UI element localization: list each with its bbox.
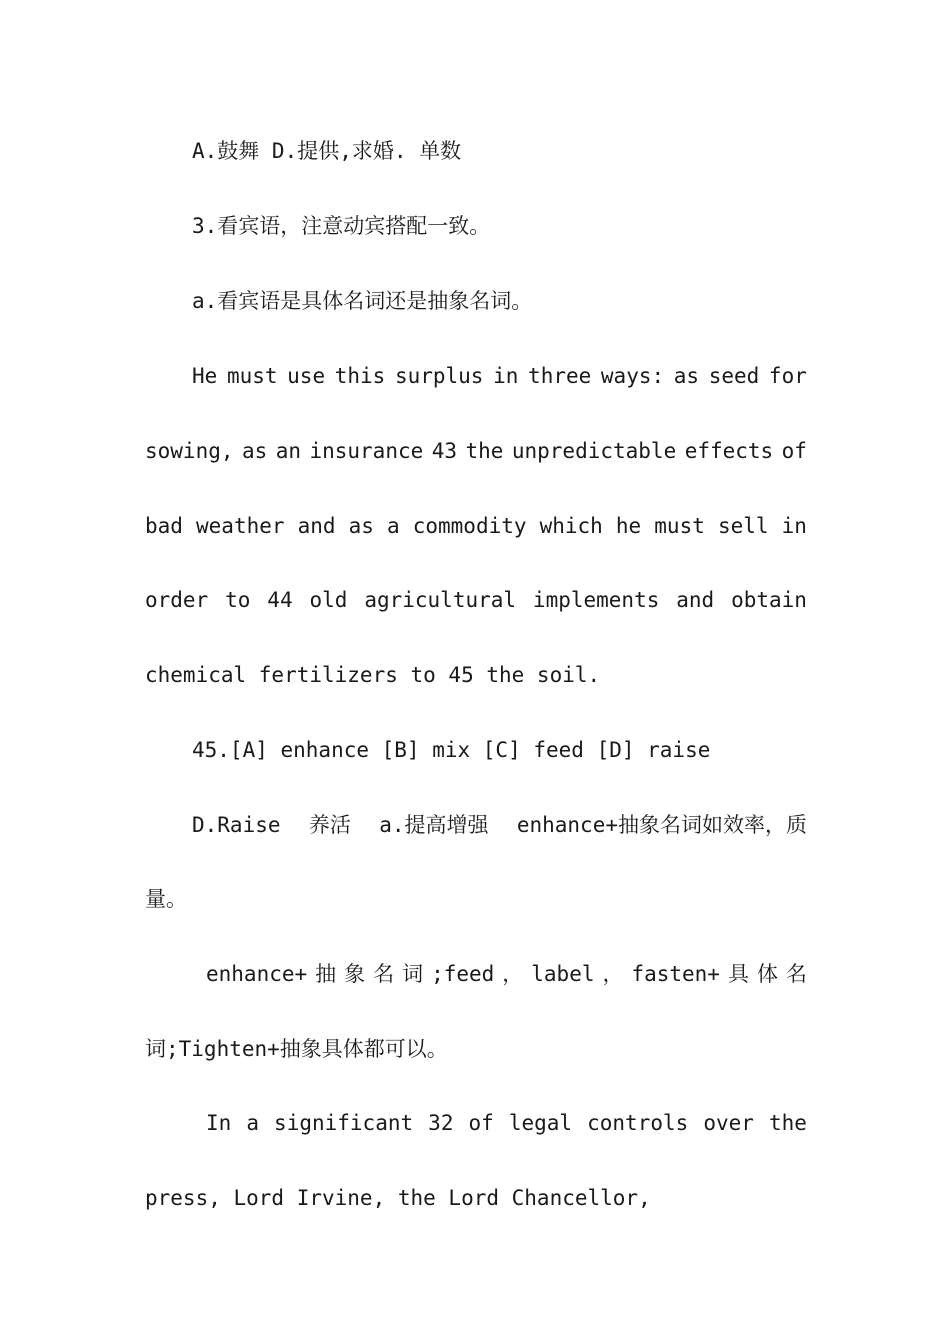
text-line-14	[206, 1108, 807, 1138]
word: use	[287, 364, 326, 388]
word: which	[539, 514, 603, 538]
text-line-2: 3.看宾语，注意动宾搭配一致。	[192, 214, 491, 238]
word: insurance	[309, 439, 424, 463]
text-line-3: a.看宾语是具体名词还是抽象名词。	[192, 289, 533, 313]
word: controls	[587, 1111, 689, 1135]
word: a	[246, 1111, 259, 1135]
word: 名	[373, 962, 395, 986]
word: 32	[428, 1111, 454, 1135]
text-line-7	[145, 585, 807, 615]
word: commodity	[412, 514, 527, 538]
text-line-12	[206, 959, 807, 989]
word: 象	[344, 962, 366, 986]
word: and	[676, 588, 715, 612]
word: seed	[708, 364, 760, 388]
word: D.Raise	[192, 813, 281, 837]
word: enhance+	[206, 962, 308, 986]
word: the	[768, 1111, 807, 1135]
word: old	[309, 588, 348, 612]
text-line-13: 词;Tighten+抽象具体都可以。	[145, 1037, 448, 1061]
word: over	[703, 1111, 754, 1135]
word: significant	[274, 1111, 414, 1135]
word: ，	[602, 962, 624, 986]
word: surplus	[394, 364, 484, 388]
word: of	[468, 1111, 494, 1135]
word: ;feed	[431, 962, 495, 986]
word: unpredictable	[511, 439, 677, 463]
text-line-1: A.鼓舞 D.提供,求婚. 单数	[192, 139, 462, 163]
word: he	[615, 514, 642, 538]
word: 44	[267, 588, 293, 612]
word: and	[297, 514, 336, 538]
word: enhance+抽象名词如效率，质	[516, 813, 807, 837]
word: effects	[684, 439, 774, 463]
word: a.提高增强	[379, 813, 489, 837]
word: order	[145, 588, 209, 612]
word: three	[528, 364, 592, 388]
word: as	[241, 439, 268, 463]
word: sowing,	[145, 439, 234, 463]
text-line-11: 量。	[145, 887, 187, 911]
word: 43	[431, 439, 458, 463]
word: 名	[785, 962, 807, 986]
word: sell	[717, 514, 769, 538]
word: weather	[196, 514, 285, 538]
word: a	[387, 514, 400, 538]
word: as	[673, 364, 700, 388]
word: ways:	[600, 364, 665, 388]
text-line-6	[145, 511, 807, 541]
word: In	[206, 1111, 232, 1135]
word: the	[465, 439, 504, 463]
text-line-10	[192, 810, 807, 840]
word: in	[781, 514, 807, 538]
text-line-5	[145, 436, 807, 466]
word: He	[192, 364, 218, 388]
text-line-9: 45.[A] enhance [B] mix [C] feed [D] raise	[192, 738, 711, 762]
word: ，	[502, 962, 524, 986]
text-line-15: press, Lord Irvine, the Lord Chancellor,	[145, 1186, 651, 1210]
word: 具	[727, 962, 749, 986]
word: implements	[532, 588, 660, 612]
word: to	[225, 588, 251, 612]
word: 抽	[315, 962, 337, 986]
word: an	[275, 439, 302, 463]
word: 养活	[308, 813, 351, 837]
word: must	[654, 514, 705, 538]
word: in	[493, 364, 519, 388]
word: must	[226, 364, 278, 388]
text-line-8: chemical fertilizers to 45 the soil.	[145, 663, 601, 687]
text-line-4	[192, 361, 807, 391]
word: this	[334, 364, 386, 388]
word: obtain	[731, 588, 807, 612]
word: as	[348, 514, 374, 538]
word: legal	[508, 1111, 573, 1135]
word: label	[531, 962, 595, 986]
word: agricultural	[364, 588, 517, 612]
word: for	[768, 364, 807, 388]
word: 词	[402, 962, 424, 986]
word: of	[781, 439, 807, 463]
word: fasten+	[631, 962, 720, 986]
word: bad	[145, 514, 183, 538]
word: 体	[756, 962, 778, 986]
